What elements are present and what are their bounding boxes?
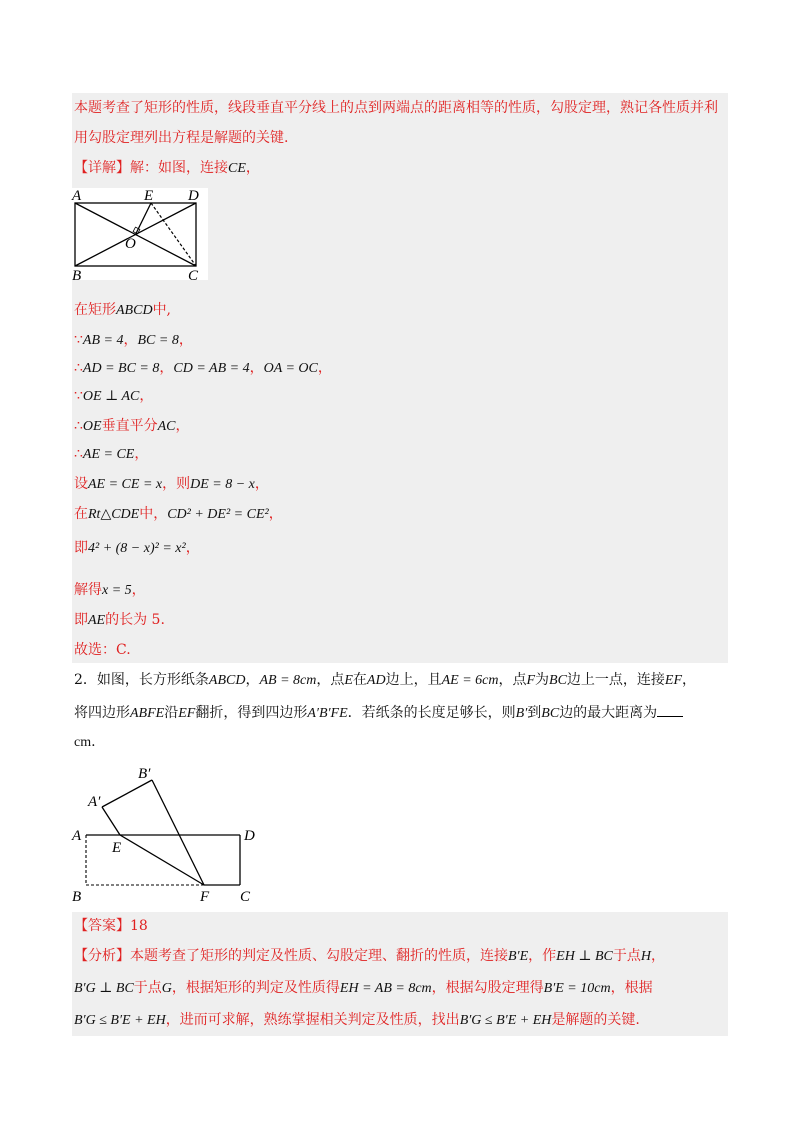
label-b-prime: B′ [138,766,151,782]
label-o: O [125,236,136,252]
step-6: ∴AE = CE， [74,446,149,462]
problem2-line-1: 2．如图，长方形纸条ABCD，AB = 8cm，点E在AD边上，且AE = 6cm，点F为BC边上一点，连接EF， [74,672,697,688]
analysis-line-3: B′G ≤ B′E + EH，进而可求解，熟练掌握相关判定及性质，找出B′G ≤ B′E + EH是解题的关键. [74,1012,640,1028]
step-4: ∵OE ⊥ AC， [74,388,154,404]
detail-tag: 【详解】 [74,160,130,176]
analysis-tag: 【分析】 [74,948,130,964]
label-d: D [244,828,255,844]
answer-line [74,916,148,936]
label-a: A [72,828,82,844]
step-10: 解得x = 5， [74,582,146,598]
detail-var: CE [228,161,246,176]
analysis-line-1: 【分析】本题考查了矩形的判定及性质、勾股定理、翻折的性质，连接B′E，作EH ⊥ BC于点H， [74,948,666,964]
label-c: C [188,268,199,282]
step-12: 故选：C. [74,642,131,658]
detail-line: 【详解】解：如图，连接CE， [74,160,260,176]
analysis-line-2: B′G ⊥ BC于点G，根据矩形的判定及性质得EH = AB = 8cm，根据勾股定理得B′E = 10cm，根据 [74,980,653,996]
detail-text: 解：如图，连接 [130,160,228,176]
step-9: 即4² + (8 − x)² = x²， [74,540,200,556]
edge-ea1 [102,807,120,835]
figure-rectangle-abcd [70,186,210,282]
step-5: ∴OE垂直平分AC， [74,418,190,434]
label-d: D [188,188,199,204]
label-f: F [200,889,210,905]
problem2-line-3: cm. [74,734,96,750]
label-c: C [240,889,251,905]
step-8: 在Rt△CDE中，CD² + DE² = CE²， [74,506,283,522]
step-11: 即AE的长为 5. [74,612,165,628]
summary-line-1: 本题考查了矩形的性质，线段垂直平分线上的点到两端点的距离相等的性质，勾股定理，熟记各性质并利 [74,100,718,116]
answer-blank [657,702,683,717]
step-3: ∴AD = BC = 8，CD = AB = 4，OA = OC， [74,360,332,376]
step-7: 设AE = CE = x，则DE = 8 − x， [74,476,269,492]
step-2: ∵AB = 4，BC = 8， [74,332,193,348]
problem2-line-2: 将四边形ABFE沿EF翻折，得到四边形A′B′FE．若纸条的长度足够长，则B′到BC边的最大距离为 [74,702,683,724]
label-e: E [112,840,122,856]
summary-line-2: 用勾股定理列出方程是解题的关键. [74,130,289,146]
label-b: B [72,889,82,905]
answer-value: 18 [130,918,148,934]
label-a-prime: A′ [88,794,101,810]
label-b: B [72,268,82,282]
edge-a1b1 [102,780,152,807]
answer-tag: 【答案】 [74,918,130,934]
label-a: A [72,188,82,204]
label-e: E [144,188,154,204]
figure-folded-strip [64,760,264,905]
step-1: 在矩形ABCD中, [74,302,172,318]
